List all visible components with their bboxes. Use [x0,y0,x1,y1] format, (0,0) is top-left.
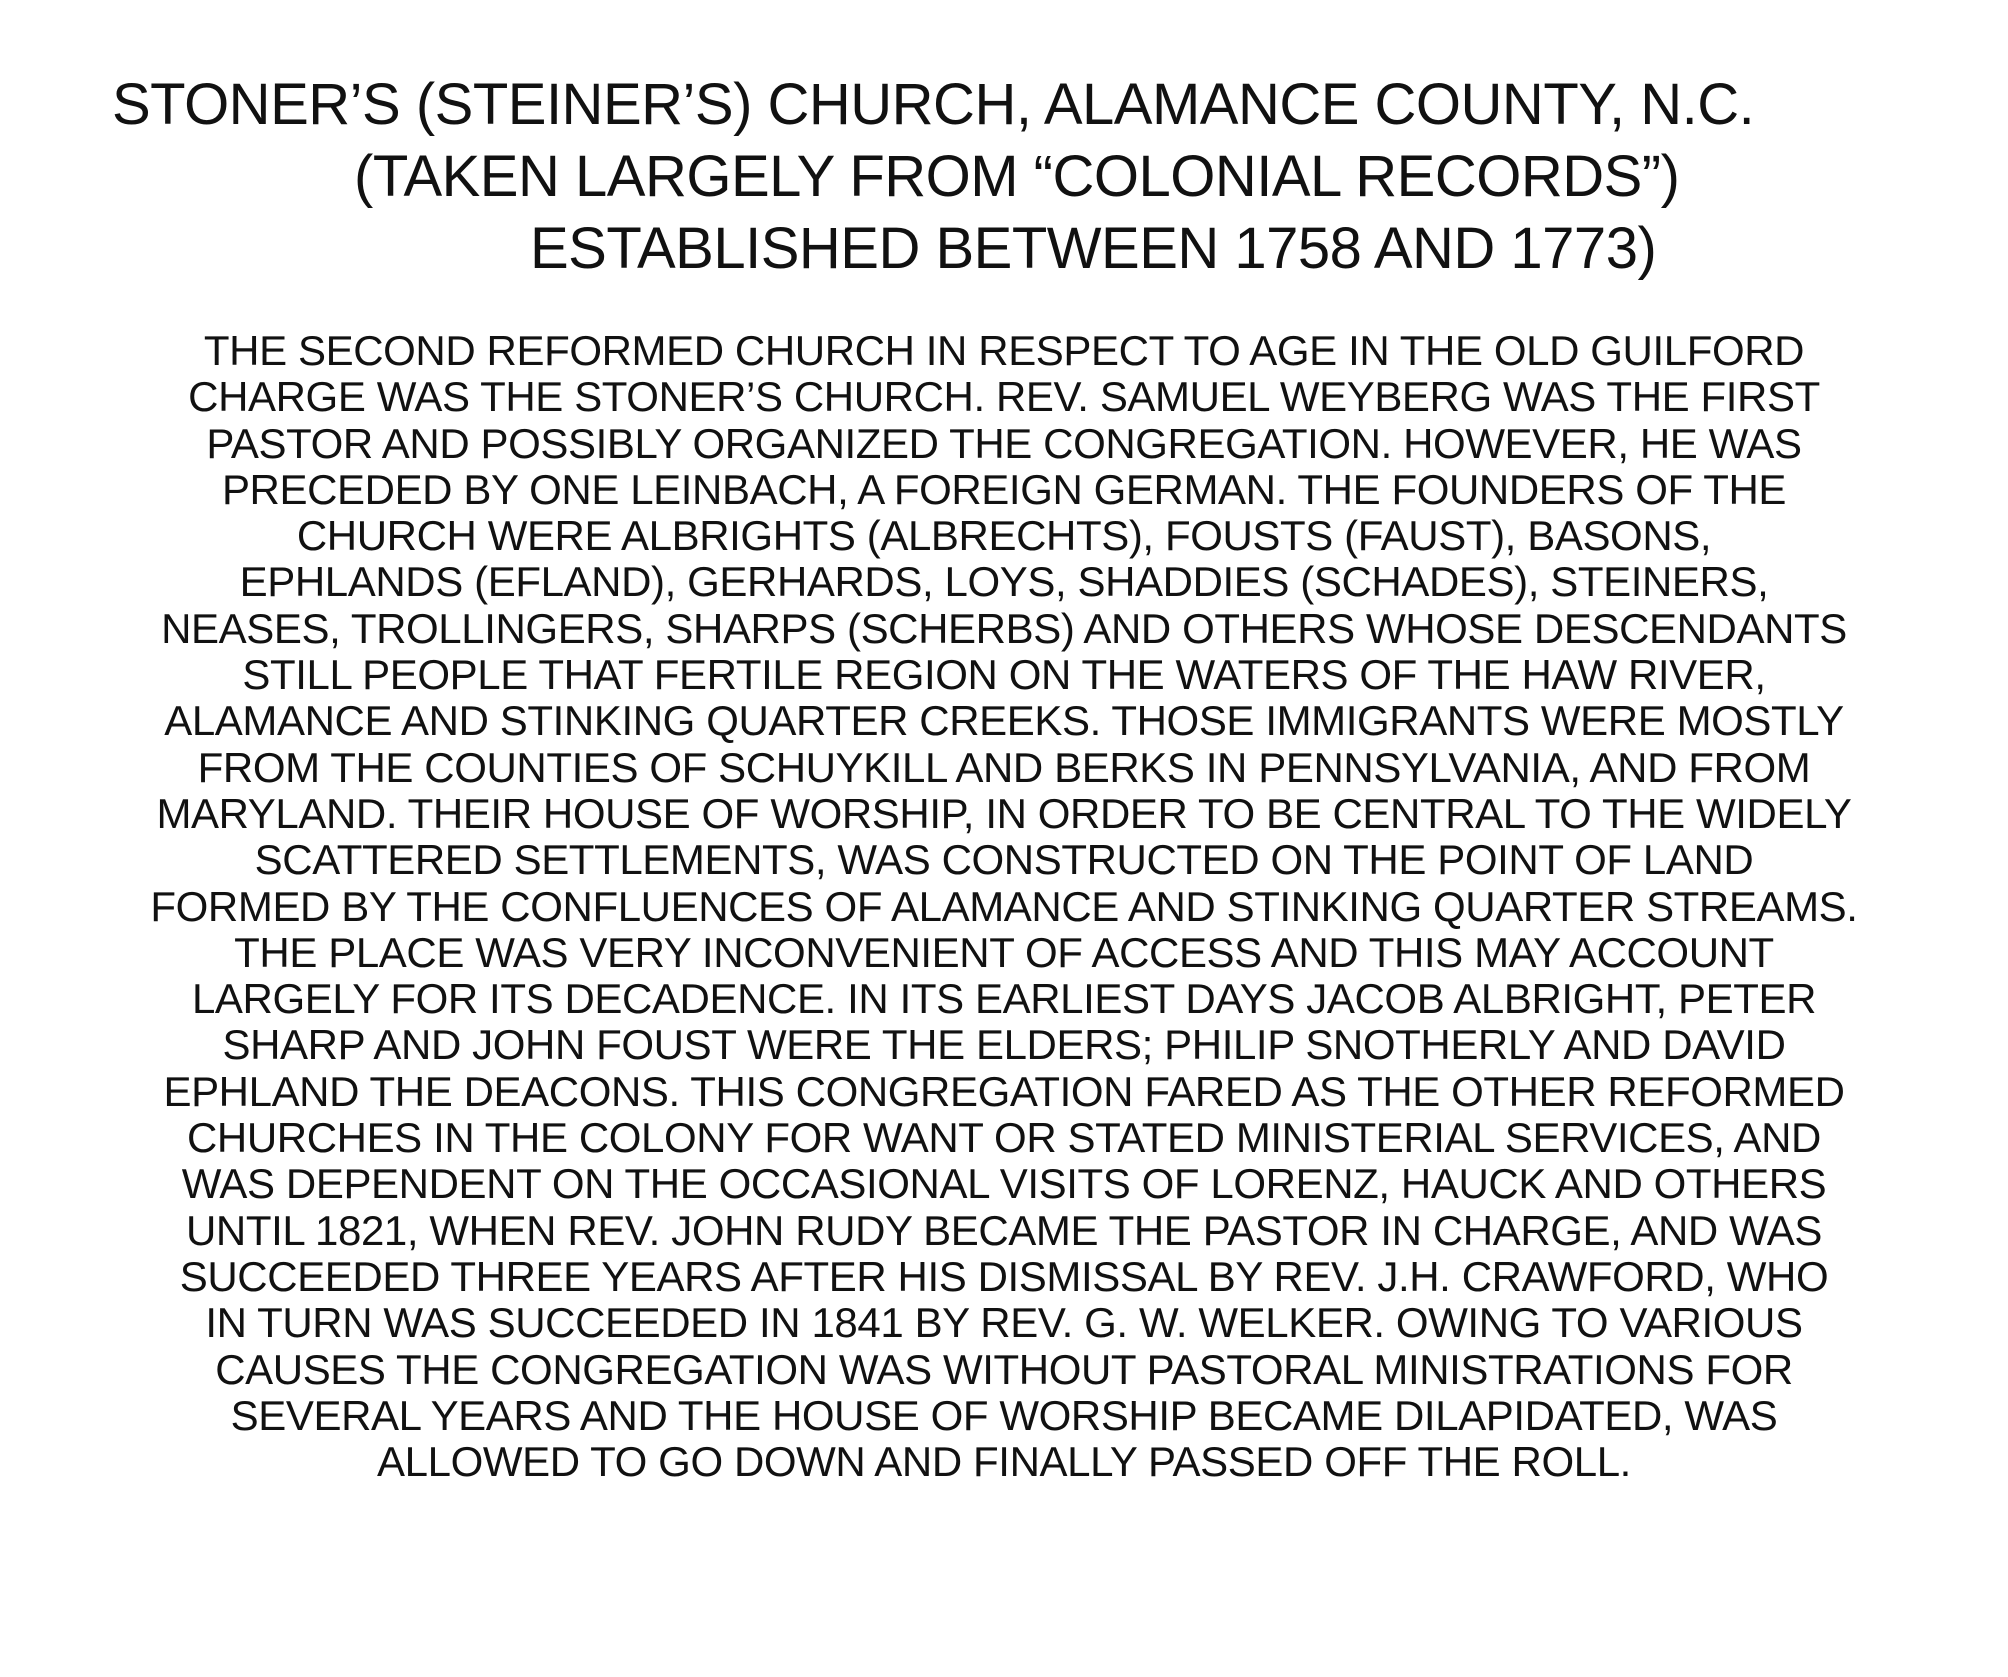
body-line: CHURCHES IN THE COLONY FOR WANT OR STATED MINISTERIAL SERVICES, AND [186,1114,1821,1162]
body-line: WAS DEPENDENT ON THE OCCASIONAL VISITS OF LORENZ, HAUCK AND OTHERS [181,1160,1827,1208]
body-line: UNTIL 1821, WHEN REV. JOHN RUDY BECAME THE PASTOR IN CHARGE, AND WAS [185,1206,1823,1254]
body-line: CHARGE WAS THE STONER’S CHURCH. REV. SAMUEL WEYBERG WAS THE FIRST [188,373,1820,421]
body-paragraph [40,328,1968,1485]
body-line: CAUSES THE CONGREGATION WAS WITHOUT PASTORAL MINISTRATIONS FOR [215,1345,1793,1393]
body-line: PRECEDED BY ONE LEINBACH, A FOREIGN GERMAN. THE FOUNDERS OF THE [221,465,1787,513]
body-line: SEVERAL YEARS AND THE HOUSE OF WORSHIP BECAME DILAPIDATED, WAS [230,1391,1778,1439]
body-line: IN TURN WAS SUCCEEDED IN 1841 BY REV. G. W. WELKER. OWING TO VARIOUS [205,1299,1803,1347]
body-line: NEASES, TROLLINGERS, SHARPS (SCHERBS) AND OTHERS WHOSE DESCENDANTS [161,604,1847,652]
body-line: EPHLANDS (EFLAND), GERHARDS, LOYS, SHADDIES (SCHADES), STEINERS, [239,558,1769,606]
body-line: EPHLAND THE DEACONS. THIS CONGREGATION FARED AS THE OTHER REFORMED [163,1067,1845,1115]
title-line-2: (TAKEN LARGELY FROM “COLONIAL RECORDS”) [354,144,1680,209]
body-line: SUCCEEDED THREE YEARS AFTER HIS DISMISSAL BY REV. J.H. CRAWFORD, WHO [179,1252,1829,1300]
body-line: SCATTERED SETTLEMENTS, WAS CONSTRUCTED ON THE POINT OF LAND [254,836,1754,884]
body-line: THE PLACE WAS VERY INCONVENIENT OF ACCESS AND THIS MAY ACCOUNT [234,928,1774,976]
body-line: PASTOR AND POSSIBLY ORGANIZED THE CONGREGATION. HOWEVER, HE WAS [206,419,1802,467]
body-line: CHURCH WERE ALBRIGHTS (ALBRECHTS), FOUSTS (FAUST), BASONS, [296,512,1712,560]
title-line-1: STONER’S (STEINER’S) CHURCH, ALAMANCE COUNTY, N.C. [112,72,1755,137]
body-line: MARYLAND. THEIR HOUSE OF WORSHIP, IN ORDER TO BE CENTRAL TO THE WIDELY [156,789,1852,837]
body-line: FORMED BY THE CONFLUENCES OF ALAMANCE AND STINKING QUARTER STREAMS. [150,882,1858,930]
body-line: ALAMANCE AND STINKING QUARTER CREEKS. THOSE IMMIGRANTS WERE MOSTLY [164,697,1844,745]
body-line: ALLOWED TO GO DOWN AND FINALLY PASSED OFF THE ROLL. [377,1438,1631,1486]
body-line: FROM THE COUNTIES OF SCHUYKILL AND BERKS IN PENNSYLVANIA, AND FROM [197,743,1811,791]
body-line: LARGELY FOR ITS DECADENCE. IN ITS EARLIEST DAYS JACOB ALBRIGHT, PETER [191,975,1817,1023]
title-line-3: ESTABLISHED BETWEEN 1758 AND 1773) [530,216,1657,281]
body-line: THE SECOND REFORMED CHURCH IN RESPECT TO AGE IN THE OLD GUILFORD [203,327,1805,374]
body-line: SHARP AND JOHN FOUST WERE THE ELDERS; PHILIP SNOTHERLY AND DAVID [222,1021,1786,1069]
body-line: STILL PEOPLE THAT FERTILE REGION ON THE WATERS OF THE HAW RIVER, [242,651,1766,699]
